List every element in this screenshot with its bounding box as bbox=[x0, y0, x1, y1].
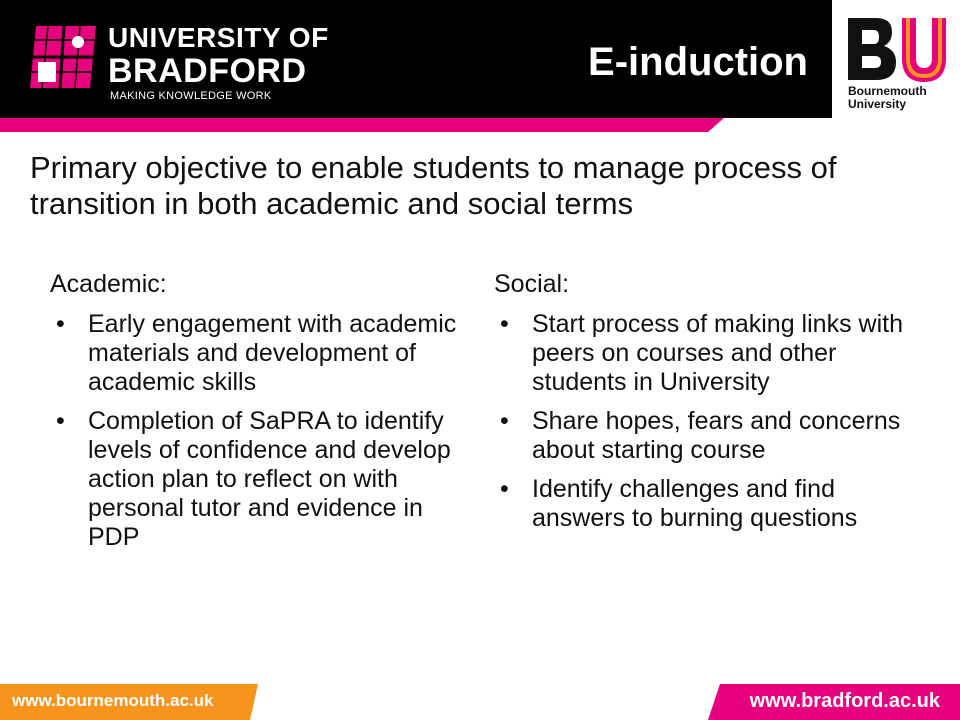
bournemouth-name-line1: Bournemouth bbox=[848, 84, 927, 98]
list-item bbox=[494, 475, 914, 533]
list-item bbox=[494, 310, 914, 397]
footer-bradford bbox=[708, 684, 960, 720]
bullet-icon: • bbox=[56, 310, 65, 338]
slide-heading: Primary objective to enable students to manage process of transition in both academic and social terms bbox=[30, 150, 837, 221]
social-item-text: Start process of making links with peers on courses and other students in University bbox=[532, 310, 903, 396]
bournemouth-name-line2: University bbox=[848, 97, 907, 111]
bullet-icon: • bbox=[500, 310, 509, 338]
university-tagline: MAKING KNOWLEDGE WORK bbox=[110, 90, 272, 102]
bournemouth-name bbox=[848, 85, 927, 111]
university-name-line1: UNIVERSITY OF bbox=[108, 22, 329, 53]
social-column bbox=[494, 268, 914, 543]
university-of-bradford-logo bbox=[30, 18, 329, 102]
page-title: E-induction bbox=[588, 40, 808, 84]
social-label: Social: bbox=[494, 270, 570, 298]
header-stripe bbox=[0, 118, 960, 132]
bu-monogram-icon bbox=[846, 14, 950, 84]
bournemouth-url-link[interactable]: www.bournemouth.ac.uk bbox=[12, 691, 214, 710]
bullet-icon: • bbox=[56, 407, 65, 435]
academic-item-text: Completion of SaPRA to identify levels of confidence and develop action plan to reflect on with personal tutor and evidence in PDP bbox=[88, 407, 451, 551]
university-name-line2: BRADFORD bbox=[108, 52, 307, 90]
bradford-crest-icon bbox=[30, 22, 100, 92]
bradford-url-link[interactable]: www.bradford.ac.uk bbox=[749, 690, 940, 712]
footer-bournemouth bbox=[0, 684, 258, 720]
list-item bbox=[50, 407, 460, 552]
academic-list bbox=[50, 310, 460, 552]
list-item bbox=[50, 310, 460, 397]
social-item-text: Share hopes, fears and concerns about starting course bbox=[532, 407, 901, 464]
academic-item-text: Early engagement with academic materials and development of academic skills bbox=[88, 310, 457, 396]
list-item bbox=[494, 407, 914, 465]
bullet-icon: • bbox=[500, 407, 509, 435]
bullet-icon: • bbox=[500, 475, 509, 503]
social-item-text: Identify challenges and find answers to burning questions bbox=[532, 475, 858, 532]
social-list bbox=[494, 310, 914, 533]
academic-label: Academic: bbox=[50, 270, 167, 298]
bournemouth-university-logo bbox=[846, 14, 952, 114]
academic-column bbox=[50, 268, 460, 562]
